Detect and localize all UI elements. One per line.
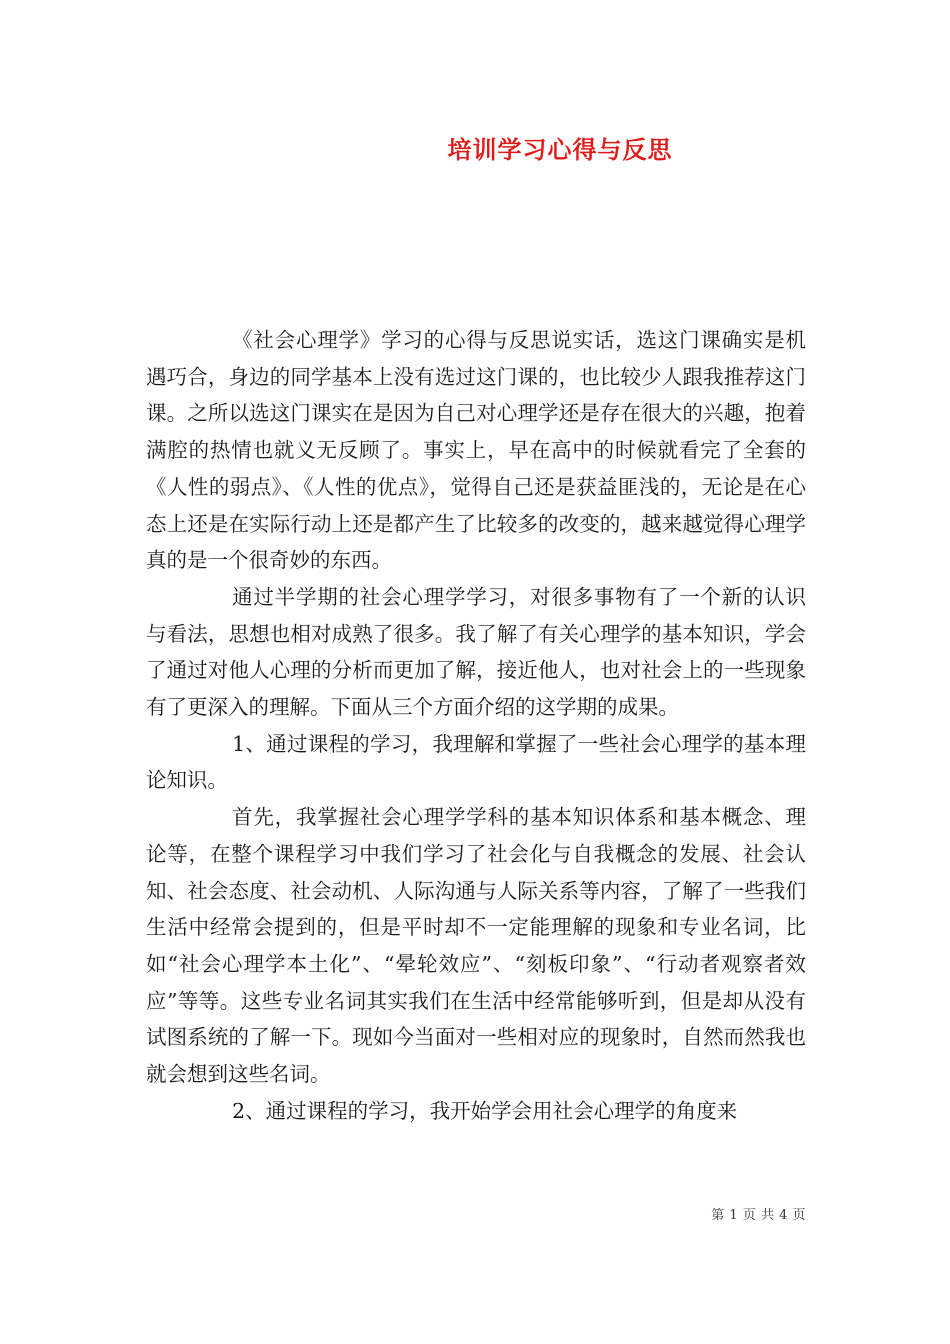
paragraph-5: 2、通过课程的学习，我开始学会用社会心理学的角度来 — [232, 1098, 738, 1123]
document-body — [146, 322, 806, 1129]
paragraph-1: 《社会心理学》学习的心得与反思说实话，选这门课确实是机遇巧合，身边的同学基本上没有选过这门课的，也比较少人跟我推荐这门课。之所以选这门课实在是因为自己对心理学还是存在很大的兴趣，抱着满腔的热情也就义无反顾了。事实上，早在高中的时候就看完了全套的《人性的弱点》、《人性的优点》，觉得自己还是获益匪浅的，无论是在心态上还是在实际行动上还是都产生了比较多的改变的，越来越觉得心理学真的是一个很奇妙的东西。 — [146, 328, 806, 573]
paragraph-2: 通过半学期的社会心理学学习，对很多事物有了一个新的认识与看法，思想也相对成熟了很多。我了解了有关心理学的基本知识，学会了通过对他人心理的分析而更加了解，接近他人，也对社会上的一些现象有了更深入的理解。下面从三个方面介绍的这学期的成果。 — [146, 584, 806, 720]
paragraph-3: 1、通过课程的学习，我理解和掌握了一些社会心理学的基本理论知识。 — [146, 731, 806, 793]
paragraph-4: 首先，我掌握社会心理学学科的基本知识体系和基本概念、理论等，在整个课程学习中我们学习了社会化与自我概念的发展、社会认知、社会态度、社会动机、人际沟通与人际关系等内容，了解了一些我们生活中经常会提到的，但是平时却不一定能理解的现象和专业名词，比如“社会心理学本土化”、“晕轮效应”、“刻板印象”、“行动者观察者效应”等等。这些专业名词其实我们在生活中经常能够听到，但是却从没有试图系统的了解一下。现如今当面对一些相对应的现象时，自然而然我也就会想到这些名词。 — [146, 805, 806, 1087]
page-number-footer: 第 1 页 共 4 页 — [711, 1208, 806, 1223]
document-title: 培训学习心得与反思 — [447, 135, 673, 164]
